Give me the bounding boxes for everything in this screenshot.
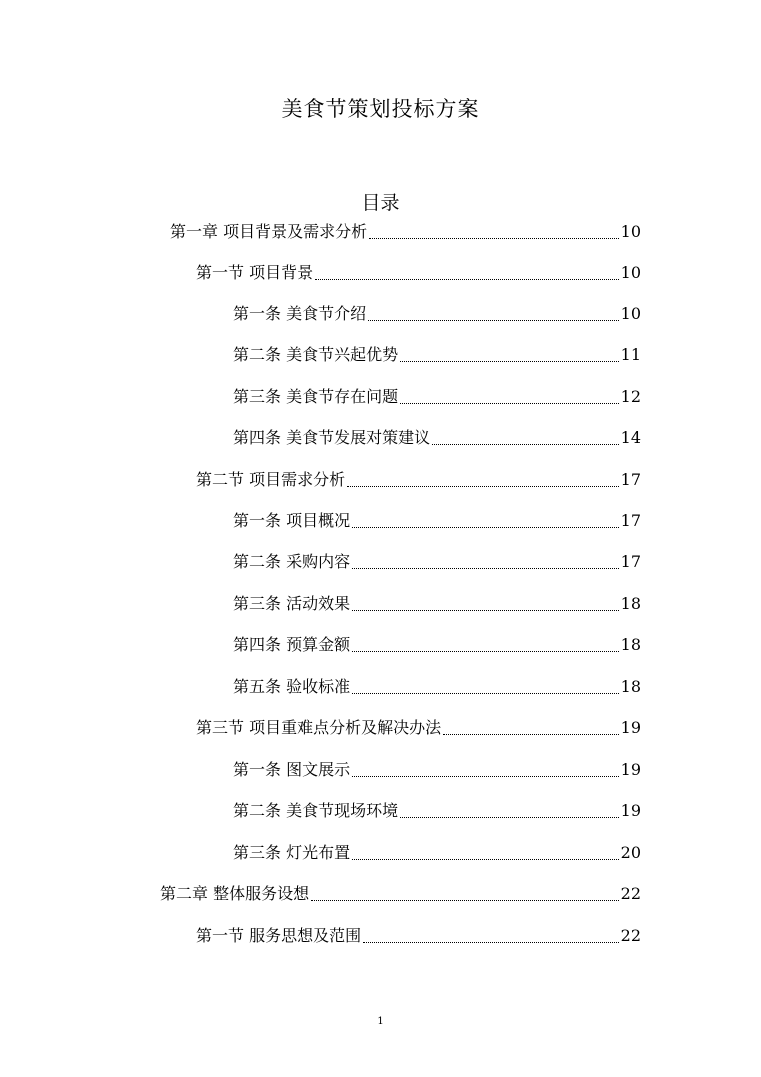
toc-entry-article[interactable] (233, 633, 641, 657)
toc-entry-title: 第一章 项目背景及需求分析 (170, 222, 368, 241)
toc-entry-page: 17 (620, 511, 641, 530)
toc-entry-page: 11 (620, 345, 641, 364)
toc-entry-article[interactable] (233, 343, 641, 367)
toc-entry-title: 第二节 项目需求分析 (196, 470, 346, 489)
toc-entry-title: 第三条 灯光布置 (233, 843, 351, 862)
toc-entry-page: 19 (620, 718, 641, 737)
toc-entry-section[interactable] (196, 261, 641, 285)
toc-entry-article[interactable] (233, 426, 641, 450)
toc-entry-page: 10 (620, 263, 641, 282)
toc-entry-title: 第三条 活动效果 (233, 594, 351, 613)
toc-entry-article[interactable] (233, 302, 641, 326)
toc-entry-page: 19 (620, 760, 641, 779)
toc-entry-title: 第三条 美食节存在问题 (233, 387, 399, 406)
toc-entry-title: 第五条 验收标准 (233, 677, 351, 696)
toc-entry-page: 22 (620, 926, 641, 945)
toc-entry-article[interactable] (233, 758, 641, 782)
dot-leader (443, 734, 619, 735)
toc-entry-title: 第二条 采购内容 (233, 552, 351, 571)
dot-leader (363, 942, 619, 943)
toc-entry-article[interactable] (233, 841, 641, 865)
document-title: 美食节策划投标方案 (281, 97, 480, 121)
dot-leader (352, 859, 619, 860)
toc-entry-article[interactable] (233, 799, 641, 823)
dot-leader (352, 568, 619, 569)
dot-leader (352, 776, 619, 777)
dot-leader (347, 486, 619, 487)
dot-leader (352, 651, 619, 652)
toc-entry-page: 10 (620, 222, 641, 241)
toc-entry-page: 20 (620, 843, 641, 862)
dot-leader (400, 361, 619, 362)
toc-entry-article[interactable] (233, 385, 641, 409)
toc-entry-title: 第一条 项目概况 (233, 511, 351, 530)
toc-entry-title: 第一节 项目背景 (196, 263, 314, 282)
toc-entry-page: 12 (620, 387, 641, 406)
toc-entry-page: 22 (620, 884, 641, 903)
toc-entry-title: 第二条 美食节兴起优势 (233, 345, 399, 364)
toc-entry-title: 第四条 预算金额 (233, 635, 351, 654)
toc-entry-title: 第二章 整体服务设想 (160, 884, 310, 903)
toc-entry-section[interactable] (196, 468, 641, 492)
dot-leader (432, 444, 619, 445)
toc-entry-section[interactable] (196, 716, 641, 740)
dot-leader (369, 238, 619, 239)
toc-entry-page: 18 (620, 677, 641, 696)
dot-leader (352, 610, 619, 611)
toc-entry-article[interactable] (233, 675, 641, 699)
dot-leader (400, 817, 619, 818)
toc-entry-page: 19 (620, 801, 641, 820)
page-number: 1 (377, 1016, 384, 1027)
toc-entry-page: 14 (620, 428, 641, 447)
toc-entry-article[interactable] (233, 509, 641, 533)
dot-leader (400, 403, 619, 404)
dot-leader (315, 279, 619, 280)
toc-entry-title: 第三节 项目重难点分析及解决办法 (196, 718, 442, 737)
toc-entry-section[interactable] (196, 924, 641, 948)
toc-entry-page: 17 (620, 470, 641, 489)
toc-entry-title: 第一条 图文展示 (233, 760, 351, 779)
toc-entry-title: 第一节 服务思想及范围 (196, 926, 362, 945)
toc-entry-page: 18 (620, 594, 641, 613)
toc-entry-page: 18 (620, 635, 641, 654)
toc-entry-title: 第四条 美食节发展对策建议 (233, 428, 431, 447)
toc-entry-title: 第一条 美食节介绍 (233, 304, 367, 323)
toc-entry-chapter[interactable] (170, 220, 641, 244)
toc-entry-title: 第二条 美食节现场环境 (233, 801, 399, 820)
toc-entry-article[interactable] (233, 550, 641, 574)
dot-leader (352, 527, 619, 528)
dot-leader (311, 900, 619, 901)
toc-entry-chapter[interactable] (160, 882, 641, 906)
toc-entry-page: 10 (620, 304, 641, 323)
toc-entry-article[interactable] (233, 592, 641, 616)
dot-leader (352, 693, 619, 694)
toc-entry-page: 17 (620, 552, 641, 571)
toc-heading: 目录 (361, 192, 400, 214)
dot-leader (368, 320, 619, 321)
